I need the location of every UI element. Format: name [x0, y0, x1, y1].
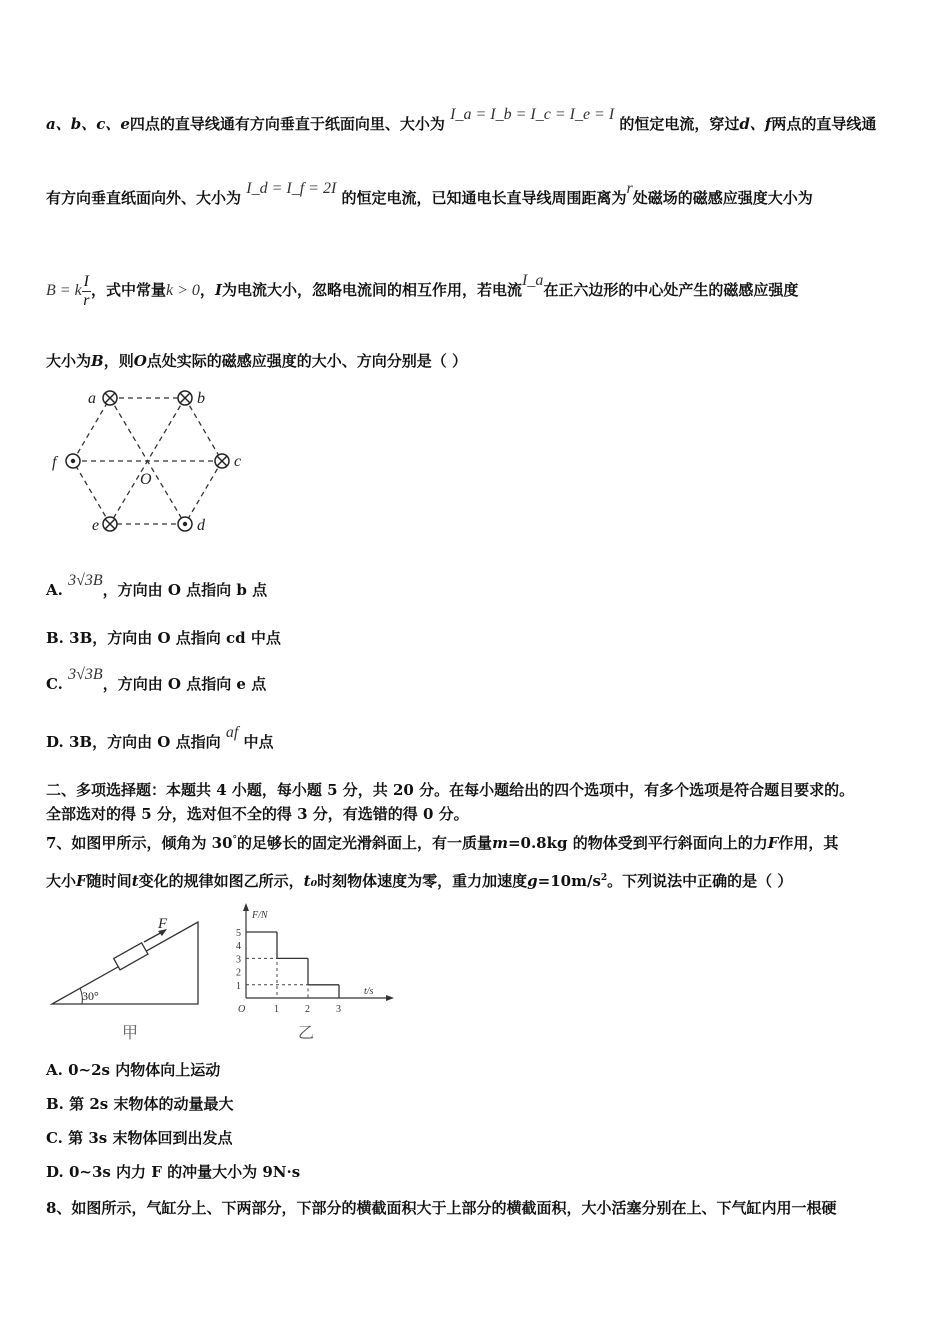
q6-formula-lhs: B = k	[46, 282, 82, 299]
q6-text: 四点的直导线通有方向垂直于纸面向里、大小为	[129, 115, 445, 133]
q6-symbol-B: B	[91, 352, 104, 370]
q6-line-1	[46, 106, 910, 135]
q6-text: 两点的直导线通	[771, 115, 877, 133]
label-f: f	[52, 454, 57, 471]
option-text: ，方向由 O 点指向 cd 中点	[92, 629, 281, 647]
q6-symbol-O: O	[133, 352, 147, 370]
x-axis-label: t/s	[364, 986, 374, 997]
q6-option-c	[46, 666, 910, 699]
q6-text: 的恒定电流，穿过	[619, 115, 740, 133]
x-tick-label: 2	[305, 1004, 310, 1015]
q6-formula-fraction	[82, 273, 91, 310]
label-O: O	[140, 471, 152, 488]
q8-line-1: 8、如图所示，气缸分上、下两部分，下部分的横截面积大于上部分的横截面积，大小活塞分别在上、下气缸内用一根硬	[46, 1199, 837, 1217]
force-label: F	[158, 916, 168, 932]
q7-symbol-t: t	[131, 872, 139, 890]
label-d: d	[197, 517, 205, 534]
wire-a-into-page-icon	[103, 391, 117, 405]
x-axis-arrow-icon	[386, 995, 394, 1001]
option-math: 3√3B	[68, 666, 103, 683]
q7-text: 大小	[46, 872, 77, 890]
q6-text: 大小为	[46, 352, 92, 370]
option-text: 第 2s 末物体的动量最大	[69, 1095, 234, 1113]
q7-text: 作用，其	[778, 834, 839, 852]
caption-jia: 甲	[122, 1025, 139, 1042]
y-tick-label: 2	[236, 967, 241, 979]
q6-current-I: I	[214, 281, 222, 299]
q7-text: 7、如图甲所示，倾角为 30	[46, 834, 233, 852]
y-tick-label: 4	[236, 941, 241, 953]
q6-option-b	[46, 628, 910, 648]
option-key: B.	[46, 1095, 64, 1113]
q7-text: 随时间	[86, 872, 132, 890]
q7-superscript: 2	[600, 873, 608, 883]
q6-constant-k: k > 0	[166, 282, 200, 299]
q7-text: 的足够长的固定光滑斜面上，有一质量	[237, 834, 493, 852]
q7-option-c	[46, 1128, 910, 1148]
q6-line-3	[46, 272, 910, 310]
q7-text: =10m/s	[537, 872, 601, 890]
option-text: 0~2s 内物体向上运动	[68, 1061, 221, 1079]
option-text: ，方向由 O 点指向 b 点	[102, 581, 268, 599]
q7-option-b	[46, 1094, 910, 1114]
x-tick-label: 3	[336, 1004, 341, 1015]
option-math-af: af	[225, 724, 239, 741]
q7-line-1	[46, 830, 910, 853]
q7-text: 时刻物体速度为零，重力加速度	[317, 872, 528, 890]
section2-line-2: 全部选对的得 5 分，选对但不全的得 3 分，有选错的得 0 分。	[46, 805, 469, 823]
option-key: A.	[46, 581, 63, 599]
option-math: 3B	[68, 733, 93, 751]
option-key: B.	[46, 629, 64, 647]
q6-frac-num: I	[83, 272, 89, 290]
option-text: 第 3s 末物体回到出发点	[68, 1129, 233, 1147]
q6-current-Ia: I_a	[521, 272, 544, 289]
q7-option-a	[46, 1060, 910, 1080]
q6-text: 处磁场的磁感应强度大小为	[632, 189, 813, 207]
q7-degree: °	[232, 835, 238, 845]
q7-line-2	[46, 868, 910, 891]
option-key: C.	[46, 1129, 63, 1147]
q6-text: 在正六边形的中心处产生的磁感应强度	[543, 281, 799, 299]
q6-text: ，则	[103, 352, 134, 370]
q6-text: 为电流大小，忽略电流间的相互作用，若电流	[221, 281, 522, 299]
block-on-incline	[114, 943, 148, 970]
q6-text: 有方向垂直纸面向外、大小为	[46, 189, 242, 207]
q7-text: 变化的规律如图乙所示，	[138, 872, 304, 890]
q7-symbol-m: m	[492, 834, 508, 852]
q6-wire-labels: a、b、c、e	[46, 115, 130, 133]
q7-symbol-t0: t₀	[303, 872, 318, 890]
wire-f-out-of-page-icon	[66, 454, 80, 468]
caption-yi: 乙	[298, 1025, 315, 1042]
q7-symbol-F: F	[76, 872, 87, 890]
q6-wire-labels-df: d、f	[739, 115, 772, 133]
y-tick-label: 3	[236, 954, 241, 966]
option-key: D.	[46, 1163, 64, 1181]
q6-option-d	[46, 724, 910, 757]
section2-line-1: 二、多项选择题：本题共 4 小题，每小题 5 分，共 20 分。在每小题给出的四个选项中，有多个选项是符合题目要求的。	[46, 781, 855, 799]
option-key: A.	[46, 1061, 63, 1079]
q6-option-a	[46, 572, 910, 605]
q6-text: ，	[199, 281, 215, 299]
angle-label: 30°	[82, 989, 99, 1003]
y-tick-label: 5	[236, 928, 241, 939]
y-tick-label: 1	[236, 980, 241, 992]
y-axis-arrow-icon	[243, 903, 249, 911]
q7-symbol-g: g	[527, 872, 538, 890]
option-text: 0~3s 内力 F 的冲量大小为 9N·s	[68, 1163, 301, 1181]
q6-frac-den: r	[83, 291, 90, 309]
option-key: C.	[46, 675, 63, 693]
wire-c-into-page-icon	[215, 454, 229, 468]
y-axis-label: F/N	[252, 910, 268, 921]
q6-current-equation-1: I_a = I_b = I_c = I_e = I	[450, 106, 615, 123]
q6-distance-r: r	[626, 180, 633, 197]
q7-text: =0.8kg 的物体受到平行斜面向上的力	[507, 834, 768, 852]
q7-symbol-F: F	[767, 834, 779, 852]
option-text: ，方向由 O 点指向 e 点	[102, 675, 267, 693]
incline-figure	[46, 908, 210, 1046]
wire-e-into-page-icon	[103, 517, 117, 531]
q7-text: 。下列说法中正确的是（ ）	[607, 872, 793, 890]
label-e: e	[92, 517, 100, 534]
q7-option-d	[46, 1162, 910, 1182]
option-math: 3√3B	[68, 572, 103, 589]
wire-b-into-page-icon	[178, 391, 192, 405]
q6-line-4	[46, 351, 910, 371]
origin-label: O	[238, 1004, 246, 1015]
q6-line-2	[46, 180, 910, 209]
q6-current-equation-2: I_d = I_f = 2I	[246, 180, 337, 197]
label-b: b	[197, 390, 205, 407]
option-math: 3B	[69, 629, 93, 647]
x-tick-label: 1	[274, 1004, 279, 1015]
option-text: 中点	[243, 733, 274, 751]
option-text: ，方向由 O 点指向	[92, 733, 221, 751]
force-time-chart	[226, 900, 400, 1046]
label-a: a	[88, 390, 96, 407]
hexagon-figure	[48, 384, 258, 540]
q6-text: ，式中常量	[91, 281, 167, 299]
option-key: D.	[46, 733, 64, 751]
q6-text: 的恒定电流，已知通电长直导线周围距离为	[341, 189, 627, 207]
label-c: c	[234, 453, 242, 470]
wire-d-out-of-page-icon	[178, 517, 192, 531]
q6-text: 点处实际的磁感应强度的大小、方向分别是（ ）	[146, 352, 468, 370]
